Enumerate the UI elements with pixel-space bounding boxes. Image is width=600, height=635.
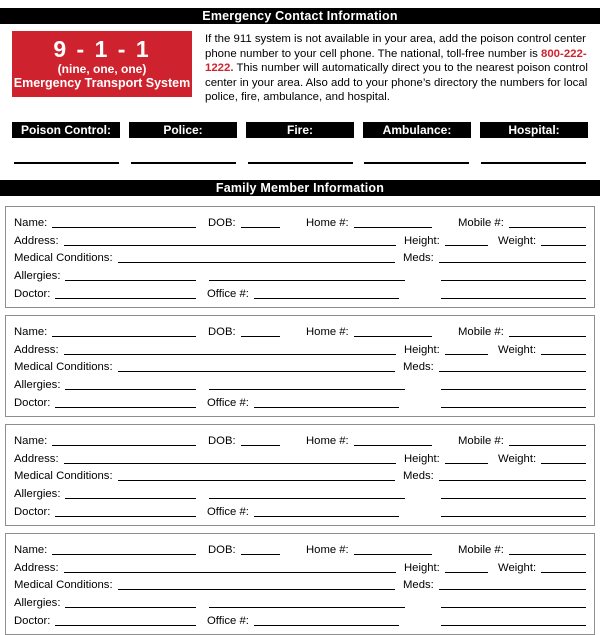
member-row-4 xyxy=(14,594,586,610)
address-line[interactable] xyxy=(64,463,396,464)
doctor-field-group xyxy=(14,288,196,301)
doctor-line[interactable] xyxy=(55,298,196,299)
emergency-info-row xyxy=(12,31,588,105)
member-row-1 xyxy=(14,323,586,339)
office-number-label: Office #: xyxy=(207,505,249,518)
weight-line[interactable] xyxy=(541,572,586,573)
weight-label: Weight: xyxy=(498,234,537,247)
contact-blank-line-hospital[interactable] xyxy=(481,162,586,164)
dob-label: DOB: xyxy=(208,543,236,556)
height-field-group xyxy=(404,344,488,357)
address-label: Address: xyxy=(14,452,59,465)
contact-blank-line-fire[interactable] xyxy=(248,162,353,164)
family-member-list xyxy=(0,206,600,635)
office-number-label: Office #: xyxy=(207,614,249,627)
mobile-number-field-group xyxy=(458,435,586,448)
emergency-contacts-blank-row xyxy=(14,162,586,164)
doctor-field-group xyxy=(14,397,196,410)
name-line[interactable] xyxy=(52,554,196,555)
member-row-4 xyxy=(14,267,586,283)
intro-text-after: This number will automatically direct you to the nearest poison control center in your area. Also add to your phone’s directory the numbers for local police, fire, ambulance, and hospital. xyxy=(205,62,588,104)
name-line[interactable] xyxy=(52,336,196,337)
intro-text-before: If the 911 system is not available in your area, add the poison control center phone number to your cell phone. The national, toll-free number is xyxy=(205,33,586,60)
contact-blank-line-poison-control[interactable] xyxy=(14,162,119,164)
dob-label: DOB: xyxy=(208,325,236,338)
dob-field-group xyxy=(208,544,280,557)
weight-line[interactable] xyxy=(541,354,586,355)
allergies-line[interactable] xyxy=(65,389,196,390)
dob-line[interactable] xyxy=(241,336,280,337)
poison-control-phone-number: 800-222-1222. xyxy=(205,47,587,75)
meds-continuation-line-1[interactable] xyxy=(441,607,586,608)
meds-label: Meds: xyxy=(403,252,434,265)
allergies-continuation-line[interactable] xyxy=(209,389,405,390)
meds-field-group xyxy=(403,252,586,265)
home-number-field-group xyxy=(306,544,432,557)
member-row-3 xyxy=(14,576,586,592)
home-number-label: Home #: xyxy=(306,325,349,338)
member-row-2 xyxy=(14,450,586,466)
meds-label: Meds: xyxy=(403,470,434,483)
member-row-3 xyxy=(14,358,586,374)
weight-line[interactable] xyxy=(541,245,586,246)
member-row-3 xyxy=(14,249,586,265)
address-field-group xyxy=(14,562,396,575)
name-field-group xyxy=(14,217,196,230)
height-line[interactable] xyxy=(445,572,488,573)
address-field-group xyxy=(14,453,396,466)
meds-continuation-line-1[interactable] xyxy=(441,389,586,390)
weight-label: Weight: xyxy=(498,561,537,574)
medical-conditions-line[interactable] xyxy=(118,371,395,372)
meds-field-group xyxy=(403,470,586,483)
911-number: 9 - 1 - 1 xyxy=(53,36,151,62)
home-number-line[interactable] xyxy=(354,227,432,228)
weight-field-group xyxy=(498,235,586,248)
family-member-card-2 xyxy=(5,315,595,417)
family-member-card-1 xyxy=(5,206,595,308)
allergies-label: Allergies: xyxy=(14,597,61,610)
emergency-contact-form xyxy=(0,8,600,631)
address-line[interactable] xyxy=(64,354,396,355)
address-label: Address: xyxy=(14,234,59,247)
member-row-5 xyxy=(14,285,586,301)
weight-field-group xyxy=(498,344,586,357)
allergies-label: Allergies: xyxy=(14,488,61,501)
medical-conditions-label: Medical Conditions: xyxy=(14,579,113,592)
address-label: Address: xyxy=(14,343,59,356)
office-number-label: Office #: xyxy=(207,396,249,409)
meds-continuation-line-2[interactable] xyxy=(441,516,586,517)
poison-control-instructions xyxy=(205,31,588,105)
address-field-group xyxy=(14,235,396,248)
medical-conditions-line[interactable] xyxy=(118,262,395,263)
name-label: Name: xyxy=(14,543,48,556)
member-row-2 xyxy=(14,232,586,248)
doctor-label: Doctor: xyxy=(14,505,51,518)
height-field-group xyxy=(404,453,488,466)
family-section-header xyxy=(0,180,600,196)
member-row-4 xyxy=(14,485,586,501)
doctor-label: Doctor: xyxy=(14,614,51,627)
office-number-field-group xyxy=(207,615,399,628)
meds-field-group xyxy=(403,361,586,374)
emergency-contacts-label-row xyxy=(12,122,588,138)
meds-label: Meds: xyxy=(403,579,434,592)
height-label: Height: xyxy=(404,561,440,574)
doctor-line[interactable] xyxy=(55,625,196,626)
weight-label: Weight: xyxy=(498,343,537,356)
dob-field-group xyxy=(208,217,280,230)
home-number-label: Home #: xyxy=(306,434,349,447)
allergies-field-group xyxy=(14,270,196,283)
name-line[interactable] xyxy=(52,227,196,228)
dob-label: DOB: xyxy=(208,216,236,229)
height-label: Height: xyxy=(404,343,440,356)
contact-label-hospital: Hospital: xyxy=(480,122,588,138)
allergies-field-group xyxy=(14,488,196,501)
meds-label: Meds: xyxy=(403,361,434,374)
allergies-continuation-line[interactable] xyxy=(209,498,405,499)
medical-conditions-field-group xyxy=(14,579,395,592)
home-number-field-group xyxy=(306,435,432,448)
allergies-line[interactable] xyxy=(65,607,196,608)
name-field-group xyxy=(14,326,196,339)
allergies-label: Allergies: xyxy=(14,270,61,283)
contact-label-ambulance: Ambulance: xyxy=(363,122,471,138)
height-line[interactable] xyxy=(445,245,488,246)
office-number-line[interactable] xyxy=(254,407,399,408)
meds-field-group xyxy=(403,579,586,592)
office-number-line[interactable] xyxy=(254,516,399,517)
allergies-continuation-line[interactable] xyxy=(209,607,405,608)
address-line[interactable] xyxy=(64,572,396,573)
medical-conditions-field-group xyxy=(14,252,395,265)
height-label: Height: xyxy=(404,234,440,247)
dob-line[interactable] xyxy=(241,227,280,228)
dob-field-group xyxy=(208,326,280,339)
address-line[interactable] xyxy=(64,245,396,246)
allergies-line[interactable] xyxy=(65,498,196,499)
meds-line[interactable] xyxy=(439,371,586,372)
office-number-field-group xyxy=(207,506,399,519)
mobile-number-label: Mobile #: xyxy=(458,325,504,338)
mobile-number-line[interactable] xyxy=(509,227,586,228)
mobile-number-label: Mobile #: xyxy=(458,434,504,447)
medical-conditions-label: Medical Conditions: xyxy=(14,470,113,483)
member-row-4 xyxy=(14,376,586,392)
mobile-number-field-group xyxy=(458,217,586,230)
member-row-2 xyxy=(14,341,586,357)
doctor-label: Doctor: xyxy=(14,396,51,409)
name-label: Name: xyxy=(14,325,48,338)
allergies-field-group xyxy=(14,379,196,392)
meds-line[interactable] xyxy=(439,589,586,590)
member-row-5 xyxy=(14,612,586,628)
emergency-section-title: Emergency Contact Information xyxy=(202,9,398,23)
member-row-1 xyxy=(14,214,586,230)
medical-conditions-field-group xyxy=(14,361,395,374)
height-line[interactable] xyxy=(445,354,488,355)
weight-label: Weight: xyxy=(498,452,537,465)
dob-field-group xyxy=(208,435,280,448)
family-section-title: Family Member Information xyxy=(215,180,385,195)
medical-conditions-line[interactable] xyxy=(118,480,395,481)
member-row-1 xyxy=(14,432,586,448)
name-line[interactable] xyxy=(52,445,196,446)
allergies-label: Allergies: xyxy=(14,379,61,392)
name-label: Name: xyxy=(14,216,48,229)
weight-field-group xyxy=(498,562,586,575)
meds-continuation-line-1[interactable] xyxy=(441,280,586,281)
weight-line[interactable] xyxy=(541,463,586,464)
member-row-5 xyxy=(14,394,586,410)
emergency-section-header xyxy=(0,8,600,24)
address-label: Address: xyxy=(14,561,59,574)
contact-blank-line-ambulance[interactable] xyxy=(364,162,469,164)
911-badge xyxy=(12,31,192,97)
office-number-line[interactable] xyxy=(254,625,399,626)
mobile-number-label: Mobile #: xyxy=(458,216,504,229)
mobile-number-line[interactable] xyxy=(509,445,586,446)
weight-field-group xyxy=(498,453,586,466)
contact-label-police: Police: xyxy=(129,122,237,138)
office-number-label: Office #: xyxy=(207,287,249,300)
911-spelled-out: (nine, one, one) xyxy=(57,62,147,76)
address-field-group xyxy=(14,344,396,357)
office-number-line[interactable] xyxy=(254,298,399,299)
contact-label-fire: Fire: xyxy=(246,122,354,138)
dob-line[interactable] xyxy=(241,445,280,446)
family-member-card-4 xyxy=(5,533,595,635)
allergies-field-group xyxy=(14,597,196,610)
name-field-group xyxy=(14,435,196,448)
office-number-field-group xyxy=(207,288,399,301)
allergies-continuation-line[interactable] xyxy=(209,280,405,281)
height-field-group xyxy=(404,562,488,575)
mobile-number-field-group xyxy=(458,544,586,557)
contact-blank-line-police[interactable] xyxy=(131,162,236,164)
meds-continuation-line-2[interactable] xyxy=(441,625,586,626)
meds-continuation-line-2[interactable] xyxy=(441,298,586,299)
meds-line[interactable] xyxy=(439,262,586,263)
home-number-line[interactable] xyxy=(354,554,432,555)
family-member-card-3 xyxy=(5,424,595,526)
doctor-field-group xyxy=(14,506,196,519)
home-number-line[interactable] xyxy=(354,445,432,446)
contact-label-poison-control: Poison Control: xyxy=(12,122,120,138)
dob-label: DOB: xyxy=(208,434,236,447)
doctor-label: Doctor: xyxy=(14,287,51,300)
allergies-line[interactable] xyxy=(65,280,196,281)
member-row-5 xyxy=(14,503,586,519)
home-number-line[interactable] xyxy=(354,336,432,337)
office-number-field-group xyxy=(207,397,399,410)
member-row-1 xyxy=(14,541,586,557)
member-row-3 xyxy=(14,467,586,483)
meds-line[interactable] xyxy=(439,480,586,481)
meds-continuation-line-1[interactable] xyxy=(441,498,586,499)
home-number-label: Home #: xyxy=(306,216,349,229)
height-line[interactable] xyxy=(445,463,488,464)
medical-conditions-line[interactable] xyxy=(118,589,395,590)
dob-line[interactable] xyxy=(241,554,280,555)
height-label: Height: xyxy=(404,452,440,465)
home-number-field-group xyxy=(306,326,432,339)
name-field-group xyxy=(14,544,196,557)
911-system-name: Emergency Transport System xyxy=(13,76,191,90)
name-label: Name: xyxy=(14,434,48,447)
medical-conditions-label: Medical Conditions: xyxy=(14,252,113,265)
member-row-2 xyxy=(14,559,586,575)
height-field-group xyxy=(404,235,488,248)
doctor-field-group xyxy=(14,615,196,628)
medical-conditions-field-group xyxy=(14,470,395,483)
home-number-field-group xyxy=(306,217,432,230)
doctor-line[interactable] xyxy=(55,516,196,517)
meds-continuation-line-2[interactable] xyxy=(441,407,586,408)
home-number-label: Home #: xyxy=(306,543,349,556)
medical-conditions-label: Medical Conditions: xyxy=(14,361,113,374)
doctor-line[interactable] xyxy=(55,407,196,408)
mobile-number-line[interactable] xyxy=(509,554,586,555)
mobile-number-line[interactable] xyxy=(509,336,586,337)
mobile-number-label: Mobile #: xyxy=(458,543,504,556)
mobile-number-field-group xyxy=(458,326,586,339)
